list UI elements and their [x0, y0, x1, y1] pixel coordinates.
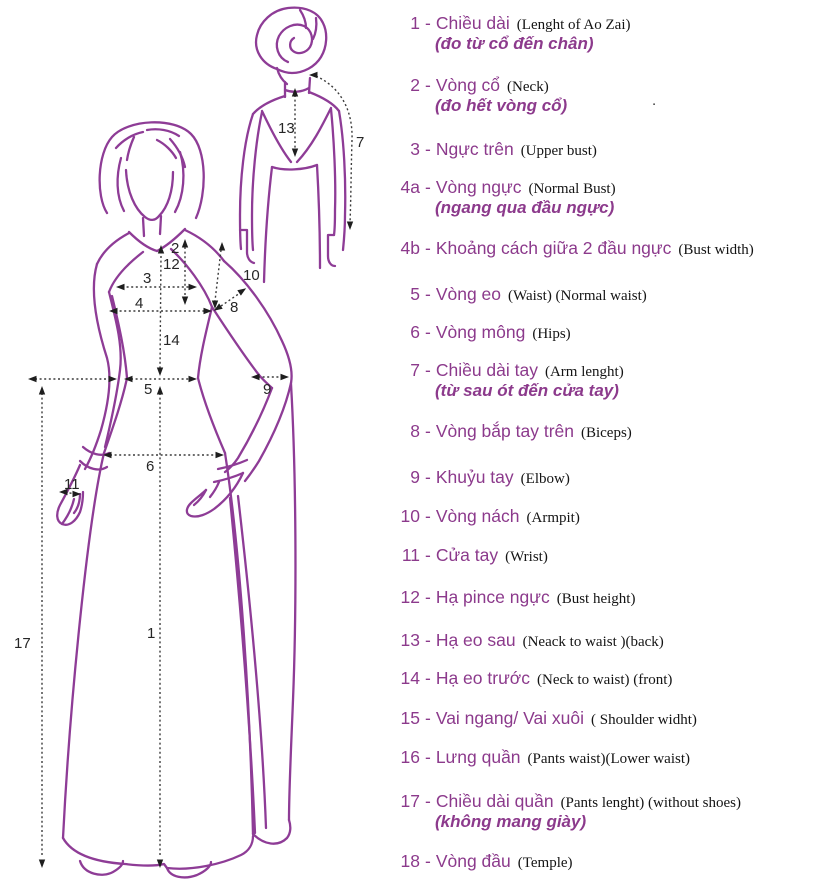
back-sleeve-right-inner — [331, 109, 335, 235]
back-sleeve-left-inner — [252, 112, 262, 250]
arrowhead — [281, 374, 290, 380]
arrowhead — [219, 242, 225, 251]
separator: - — [425, 322, 431, 342]
legend-item — [390, 747, 690, 768]
item-name-vi: Ngực trên — [435, 139, 514, 159]
item-name-en: (Arm lenght) — [544, 364, 624, 380]
measure-label-11: 11 — [64, 476, 80, 493]
item-number: 17 — [400, 791, 420, 811]
item-note-vi: (từ sau ót đến cửa tay) — [435, 381, 619, 400]
item-name-en: (Temple) — [517, 855, 573, 871]
item-number: 8 — [410, 421, 420, 441]
legend-item — [390, 322, 571, 343]
skirt-hem — [63, 836, 253, 869]
back-neck — [285, 78, 310, 97]
measure-label-9: 9 — [263, 381, 272, 398]
arrowhead — [39, 860, 45, 869]
separator: - — [425, 75, 431, 95]
legend-item — [390, 708, 697, 729]
item-number: 10 — [400, 506, 420, 526]
separator: - — [425, 284, 431, 304]
hair-strand — [147, 129, 179, 136]
arrowhead — [157, 386, 163, 395]
item-number: 3 — [410, 139, 420, 159]
legend-item — [390, 139, 597, 160]
measure-label-5: 5 — [144, 381, 153, 398]
item-number: 4a — [400, 177, 420, 197]
legend-item — [390, 668, 672, 689]
measure-label-17: 17 — [14, 635, 31, 652]
legend-item — [390, 545, 548, 566]
item-name-en: (Wrist) — [505, 549, 548, 565]
measure-label-4: 4 — [135, 295, 144, 312]
measurement-annotations — [14, 72, 364, 868]
item-number: 11 — [401, 545, 420, 565]
figure-illustration — [0, 0, 390, 894]
item-name-vi: Hạ pince ngực — [435, 587, 550, 607]
right-hand — [187, 473, 243, 517]
item-note-vi: (ngang qua đầu ngực) — [435, 198, 615, 217]
panel-fold-right — [253, 820, 290, 844]
legend-item — [390, 630, 664, 651]
item-number: 5 — [410, 284, 420, 304]
measure-label-2: 2 — [171, 240, 180, 257]
item-number: 7 — [410, 360, 420, 380]
right-forearm-inner — [225, 388, 272, 472]
separator: - — [425, 467, 431, 487]
item-number: 14 — [400, 668, 420, 688]
item-name-vi: Chiều dài tay — [435, 360, 538, 380]
item-name-vi: Khoảng cách giữa 2 đầu ngực — [435, 238, 672, 258]
item-name-vi: Lưng quần — [435, 747, 521, 767]
hair-strand — [127, 137, 134, 160]
item-name-en: (Neack to waist )(back) — [522, 634, 664, 650]
item-name-en: (Neck) — [507, 79, 549, 95]
legend-item — [390, 851, 573, 872]
item-number: 15 — [400, 708, 420, 728]
arrowhead — [189, 284, 198, 290]
back-sleeve-right — [339, 111, 345, 250]
measure-label-8: 8 — [230, 299, 239, 316]
left-arm-outer — [85, 264, 109, 469]
item-name-vi: Vai ngang/ Vai xuôi — [435, 708, 585, 728]
measure-label-7: 7 — [356, 134, 365, 151]
shoulder-left — [97, 233, 129, 264]
back-shoulder-right — [309, 92, 339, 111]
raglan-seam-left — [109, 252, 143, 292]
item-note-vi: (không mang giày) — [435, 812, 587, 831]
item-number: 18 — [400, 851, 420, 871]
legend-item — [390, 421, 632, 442]
separator: - — [425, 13, 431, 33]
measure-label-3: 3 — [143, 270, 152, 287]
arrowhead — [237, 286, 248, 296]
item-name-en: (Biceps) — [580, 425, 632, 441]
separator: - — [425, 139, 431, 159]
arrowhead — [157, 368, 163, 377]
measure-line-2-14 — [160, 256, 161, 368]
item-name-vi: Chiều dài quần — [435, 791, 554, 811]
back-waist — [272, 165, 317, 169]
separator: - — [425, 791, 431, 811]
item-note-vi: (đo hết vòng cổ) — [435, 96, 568, 115]
back-figure — [240, 8, 345, 282]
measure-label-6: 6 — [146, 458, 155, 475]
item-number: 16 — [400, 747, 420, 767]
hip-left — [104, 378, 127, 453]
back-collar — [285, 88, 309, 92]
item-name-en: (Armpit) — [526, 510, 580, 526]
stray-dot: . — [652, 92, 657, 109]
back-body-left — [264, 167, 272, 282]
arrowhead — [39, 386, 45, 395]
item-name-vi: Khuỷu tay — [435, 467, 514, 487]
arrowhead — [182, 297, 188, 306]
measure-label-10: 10 — [243, 267, 260, 284]
item-number: 6 — [410, 322, 420, 342]
hair-strand — [175, 152, 183, 212]
legend-item — [390, 75, 568, 115]
item-number: 9 — [410, 467, 420, 487]
arrowhead — [216, 452, 225, 458]
arrowhead — [292, 149, 298, 158]
item-name-vi: Vòng mông — [435, 322, 526, 342]
item-name-en: ( Shoulder widht) — [591, 712, 697, 728]
item-name-en: (Upper bust) — [520, 143, 597, 159]
arrowhead — [251, 374, 260, 380]
arrowhead — [116, 284, 125, 290]
separator: - — [425, 668, 431, 688]
legend-item — [390, 238, 754, 259]
item-name-vi: Hạ eo sau — [435, 630, 516, 650]
arrowhead — [189, 376, 198, 382]
item-name-vi: Vòng nách — [435, 506, 520, 526]
separator: - — [425, 238, 431, 258]
item-name-en: (Bust width) — [678, 242, 754, 258]
measure-label-1: 1 — [147, 625, 156, 642]
legend-item — [390, 284, 647, 305]
hair-outline — [100, 122, 204, 218]
item-name-en: (Normal Bust) — [528, 181, 616, 197]
measure-label-14: 14 — [163, 332, 180, 349]
item-name-en: (Bust height) — [556, 591, 636, 607]
measurement-legend — [390, 0, 835, 894]
arrowhead — [28, 376, 37, 382]
legend-item — [390, 467, 570, 488]
item-number: 12 — [400, 587, 420, 607]
item-number: 1 — [410, 13, 420, 33]
item-name-vi: Cửa tay — [435, 545, 499, 565]
bodice-right — [198, 307, 212, 378]
item-name-en: (Elbow) — [520, 471, 570, 487]
separator: - — [425, 506, 431, 526]
separator: - — [425, 177, 431, 197]
item-note-vi: (đo từ cổ đến chân) — [435, 34, 594, 53]
hip-right — [198, 378, 225, 453]
separator: - — [425, 360, 431, 380]
hair-bun-spiral — [277, 25, 312, 62]
right-hand-fingers — [194, 482, 219, 505]
separator: - — [425, 421, 431, 441]
back-shoulder-left — [253, 96, 285, 114]
item-name-en: (Pants waist)(Lower waist) — [527, 751, 691, 767]
arrowhead — [182, 239, 188, 248]
hair-strand — [118, 158, 124, 211]
item-name-vi: Hạ eo trước — [435, 668, 531, 688]
item-name-en: (Hips) — [532, 326, 571, 342]
item-number: 2 — [410, 75, 420, 95]
separator: - — [425, 747, 431, 767]
arrowhead — [109, 376, 118, 382]
separator: - — [425, 587, 431, 607]
back-v-right — [297, 108, 331, 162]
legend-item — [390, 587, 635, 608]
item-name-vi: Vòng đầu — [435, 851, 511, 871]
item-number: 4b — [400, 238, 420, 258]
item-name-en: (Lenght of Ao Zai) — [516, 17, 631, 33]
right-arm-inner — [212, 307, 272, 388]
separator: - — [425, 708, 431, 728]
item-name-vi: Vòng cổ — [435, 75, 501, 95]
front-figure — [57, 122, 295, 877]
legend-item — [390, 506, 580, 527]
item-name-vi: Vòng eo — [435, 284, 502, 304]
item-name-vi: Vòng bắp tay trên — [435, 421, 574, 441]
measure-label-12: 12 — [163, 256, 180, 273]
face-outline — [126, 170, 173, 220]
item-name-en: (Pants lenght) (without shoes) — [560, 795, 741, 811]
measure-label-13: 13 — [278, 120, 295, 137]
back-body-right — [317, 165, 320, 268]
separator: - — [425, 630, 431, 650]
item-name-vi: Chiều dài — [435, 13, 510, 33]
item-name-en: (Neck to waist) (front) — [537, 672, 673, 688]
shoulder-right — [185, 230, 224, 261]
item-name-en: (Waist) (Normal waist) — [508, 288, 647, 304]
separator: - — [425, 545, 431, 565]
legend-item — [390, 177, 616, 217]
right-cuff — [214, 460, 247, 482]
arrowhead — [347, 222, 353, 231]
separator: - — [425, 851, 431, 871]
item-name-vi: Vòng ngực — [435, 177, 522, 197]
item-number: 13 — [400, 630, 420, 650]
legend-item — [390, 13, 631, 53]
legend-item — [390, 360, 624, 400]
back-panel-right — [289, 384, 295, 820]
legend-item — [390, 791, 741, 831]
back-cuff-right — [328, 235, 335, 266]
